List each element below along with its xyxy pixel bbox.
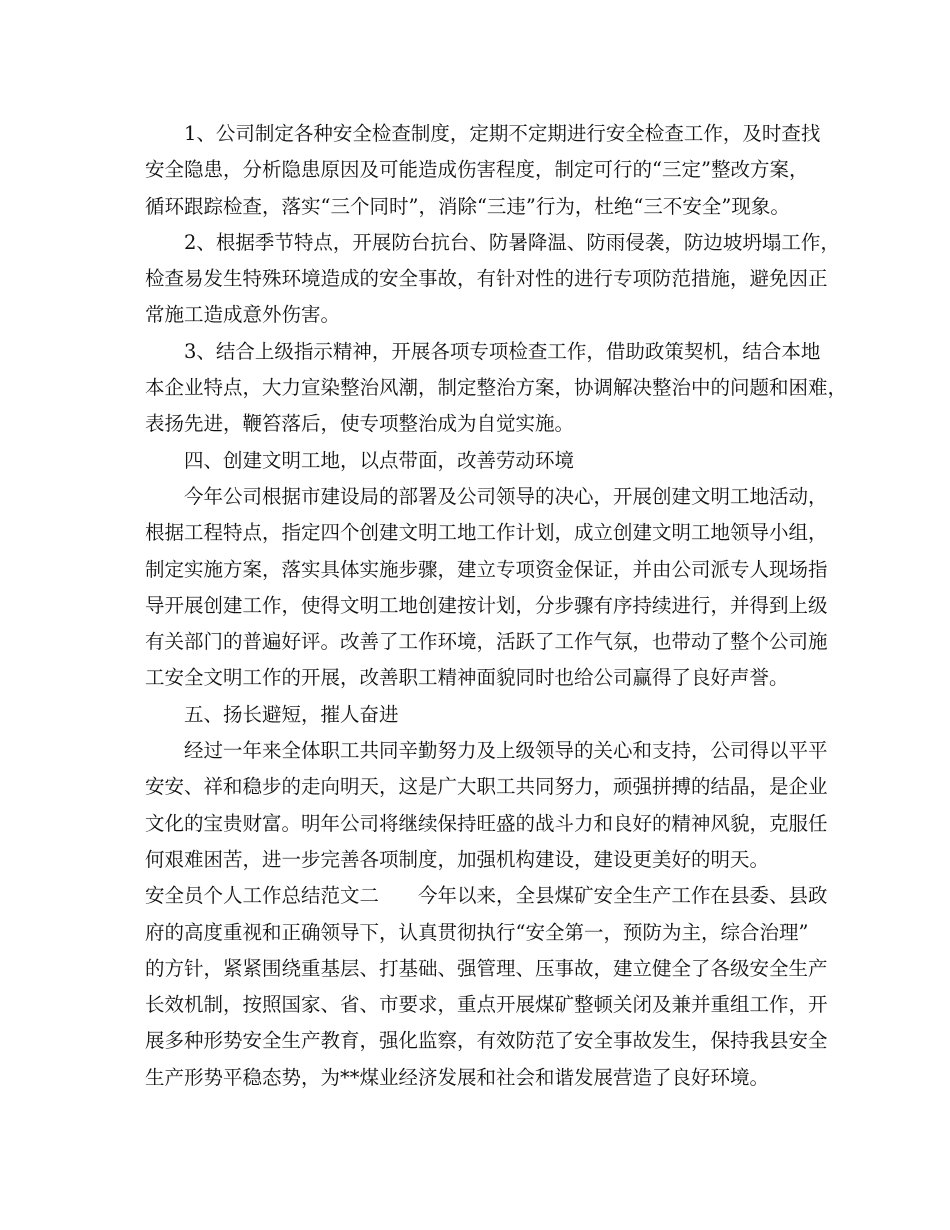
document-line: 3、结合上级指示精神，开展各项专项检查工作，借助政策契机，结合本地 — [184, 339, 821, 363]
document-line: 经过一年来全体职工共同辛勤努力及上级领导的关心和支持，公司得以平平 — [184, 739, 828, 763]
document-line: 根据工程特点，指定四个创建文明工地工作计划，成立创建文明工地领导小组， — [145, 521, 828, 545]
document-line: 五、扬长避短，摧人奋进 — [184, 702, 399, 726]
document-line: 何艰难困苦，进一步完善各项制度，加强机构建设，建设更美好的明天。 — [145, 847, 770, 871]
document-body — [145, 116, 848, 1096]
document-line: 安安、祥和稳步的走向明天，这是广大职工共同努力，顽强拼搏的结晶，是企业 — [145, 775, 828, 799]
document-line: 常施工造成意外伤害。 — [145, 303, 341, 327]
document-line: 展多种形势安全生产教育，强化监察，有效防范了安全事故发生，保持我县安全 — [145, 1029, 828, 1053]
document-line: 有关部门的普遍好评。改善了工作环境，活跃了工作气氛，也带动了整个公司施 — [145, 630, 828, 654]
document-line: 工安全文明工作的开展，改善职工精神面貌同时也给公司赢得了良好声誉。 — [145, 666, 789, 690]
document-line: 文化的宝贵财富。明年公司将继续保持旺盛的战斗力和良好的精神风貌，克服任 — [145, 811, 828, 835]
document-line: 府的高度重视和正确领导下，认真贯彻执行“安全第一，预防为主，综合治理” — [145, 920, 809, 944]
document-line: 检查易发生特殊环境造成的安全事故，有针对性的进行专项防范措施，避免因正 — [145, 267, 828, 291]
document-line: 长效机制，按照国家、省、市要求，重点开展煤矿整顿关闭及兼并重组工作，开 — [145, 993, 828, 1017]
document-line: 安全员个人工作总结范文二 今年以来，全县煤矿安全生产工作在县委、县政 — [145, 884, 828, 908]
document-line: 表扬先进，鞭笞落后，使专项整治成为自觉实施。 — [145, 412, 575, 436]
document-line: 今年公司根据市建设局的部署及公司领导的决心，开展创建文明工地活动， — [184, 484, 828, 508]
document-line: 循环跟踪检查，落实“三个同时”，消除“三违”行为，杜绝“三不安全”现象。 — [145, 194, 790, 218]
document-line: 制定实施方案，落实具体实施步骤，建立专项资金保证，并由公司派专人现场指 — [145, 557, 828, 581]
document-line: 生产形势平稳态势，为**煤业经济发展和社会和谐发展营造了良好环境。 — [145, 1065, 770, 1089]
document-line: 1、公司制定各种安全检查制度，定期不定期进行安全检查工作，及时查找 — [184, 122, 821, 145]
document-line: 安全隐患，分析隐患原因及可能造成伤害程度，制定可行的“三定”整改方案， — [145, 158, 809, 182]
document-line: 的方针，紧紧围绕重基层、打基础、强管理、压事故，建立健全了各级安全生产 — [145, 956, 828, 980]
document-line: 导开展创建工作，使得文明工地创建按计划，分步骤有序持续进行，并得到上级 — [145, 593, 828, 617]
document-line: 四、创建文明工地，以点带面，改善劳动环境 — [184, 448, 575, 472]
document-line: 2、根据季节特点，开展防台抗台、防暑降温、防雨侵袭，防边坡坍塌工作， — [184, 230, 840, 254]
document-line: 本企业特点，大力宣染整治风潮，制定整治方案，协调解决整治中的问题和困难， — [145, 376, 848, 400]
